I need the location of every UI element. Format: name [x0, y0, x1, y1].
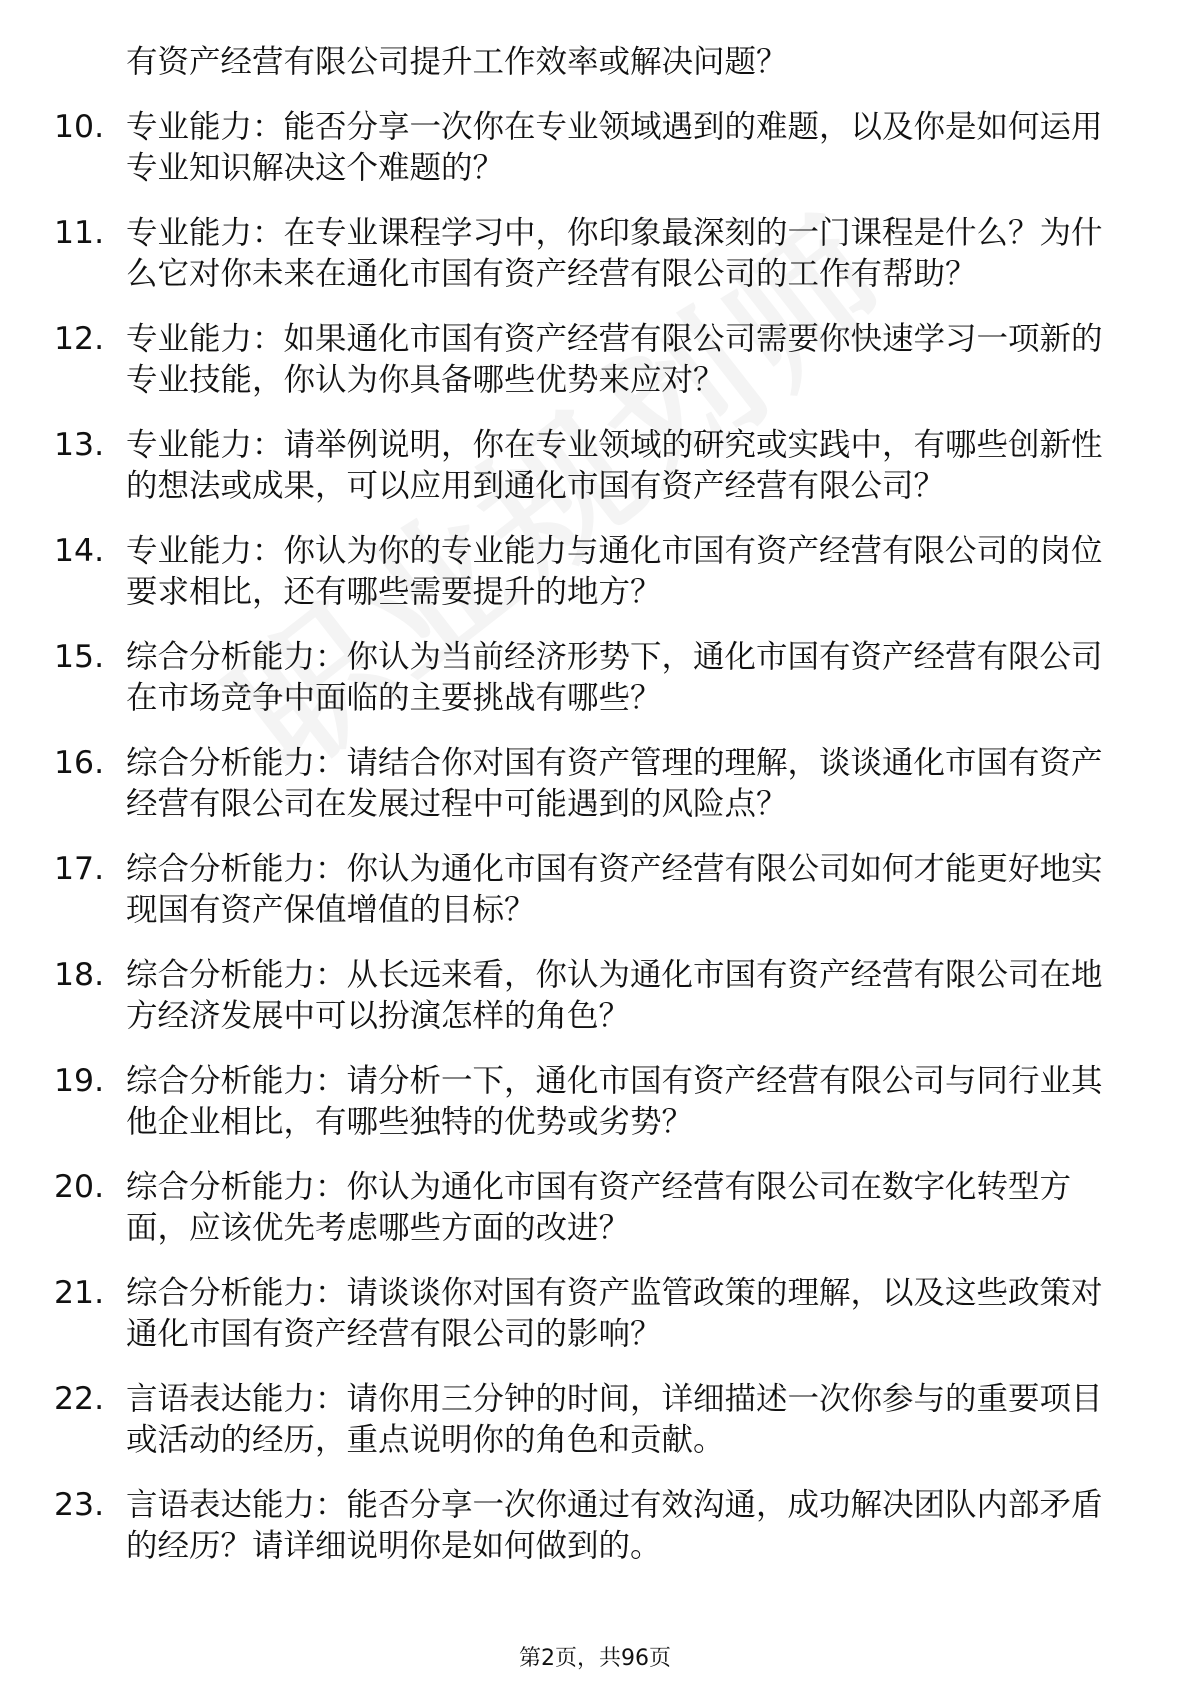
- list-item: [54, 955, 1106, 1037]
- item-text: 综合分析能力：从长远来看，你认为通化市国有资产经营有限公司在地方经济发展中可以扮演怎样的角色？: [126, 957, 1103, 1034]
- item-text: 言语表达能力：能否分享一次你通过有效沟通，成功解决团队内部矛盾的经历？请详细说明你是如何做到的。: [126, 1487, 1103, 1564]
- page-number: 第2页，共96页: [519, 1646, 671, 1671]
- item-number: 19.: [54, 1063, 105, 1099]
- item-number: 23.: [54, 1487, 105, 1523]
- item-number: 18.: [54, 957, 105, 993]
- list-item: [54, 849, 1106, 931]
- item-text: 专业能力：在专业课程学习中，你印象最深刻的一门课程是什么？为什么它对你未来在通化市国有资产经营有限公司的工作有帮助？: [126, 215, 1103, 292]
- list-item: [54, 1061, 1106, 1143]
- item-number: 21.: [54, 1275, 105, 1311]
- item-number: 14.: [54, 533, 105, 569]
- list-item: [54, 319, 1106, 401]
- item-text: 综合分析能力：请谈谈你对国有资产监管政策的理解，以及这些政策对通化市国有资产经营有限公司的影响？: [126, 1275, 1103, 1352]
- item-text: 专业能力：如果通化市国有资产经营有限公司需要你快速学习一项新的专业技能，你认为你具备哪些优势来应对？: [126, 321, 1103, 398]
- item-text: 综合分析能力：请分析一下，通化市国有资产经营有限公司与同行业其他企业相比，有哪些独特的优势或劣势？: [126, 1063, 1103, 1140]
- item-text: 综合分析能力：你认为通化市国有资产经营有限公司在数字化转型方面，应该优先考虑哪些方面的改进？: [126, 1169, 1072, 1246]
- item-text: 专业能力：你认为你的专业能力与通化市国有资产经营有限公司的岗位要求相比，还有哪些需要提升的地方？: [126, 533, 1103, 610]
- item-text: 综合分析能力：你认为当前经济形势下，通化市国有资产经营有限公司在市场竞争中面临的主要挑战有哪些？: [126, 639, 1103, 716]
- item-number: 15.: [54, 639, 105, 675]
- list-item: [54, 637, 1106, 719]
- item-text: 专业能力：能否分享一次你在专业领域遇到的难题，以及你是如何运用专业知识解决这个难题的？: [126, 109, 1103, 186]
- item-text: 专业能力：请举例说明，你在专业领域的研究或实践中，有哪些创新性的想法或成果，可以应用到通化市国有资产经营有限公司？: [126, 427, 1103, 504]
- list-item: [54, 1273, 1106, 1355]
- item-text: 言语表达能力：请你用三分钟的时间，详细描述一次你参与的重要项目或活动的经历，重点说明你的角色和贡献。: [126, 1381, 1103, 1458]
- list-item: [54, 743, 1106, 825]
- list-item: [54, 213, 1106, 295]
- continued-text: 有资产经营有限公司提升工作效率或解决问题？: [126, 44, 788, 80]
- item-number: 13.: [54, 427, 105, 463]
- list-item: [54, 1167, 1106, 1249]
- item-number: 16.: [54, 745, 105, 781]
- item-number: 20.: [54, 1169, 105, 1205]
- item-number: 12.: [54, 321, 105, 357]
- item-text: 综合分析能力：请结合你对国有资产管理的理解，谈谈通化市国有资产经营有限公司在发展过程中可能遇到的风险点？: [126, 745, 1103, 822]
- question-list: [0, 42, 1190, 1591]
- item-text: 综合分析能力：你认为通化市国有资产经营有限公司如何才能更好地实现国有资产保值增值的目标？: [126, 851, 1103, 928]
- list-item: [54, 425, 1106, 507]
- item-number: 10.: [54, 109, 105, 145]
- item-number: 22.: [54, 1381, 105, 1417]
- item-number: 17.: [54, 851, 105, 887]
- item-number: 11.: [54, 215, 105, 251]
- list-item: [54, 107, 1106, 189]
- list-item: [54, 1379, 1106, 1461]
- list-item: [54, 531, 1106, 613]
- list-item: [54, 1485, 1106, 1567]
